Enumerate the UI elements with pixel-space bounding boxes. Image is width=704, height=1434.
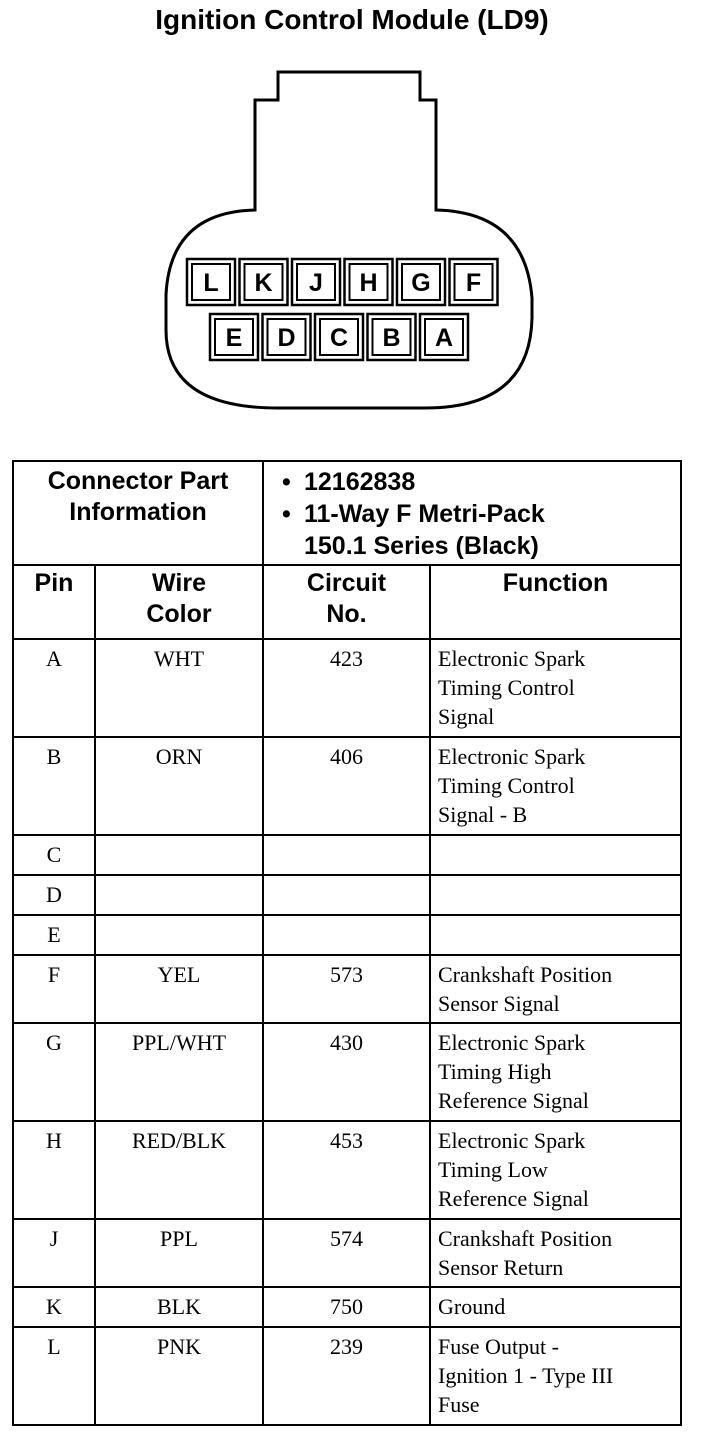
function-line: Timing Control	[438, 773, 575, 798]
pin-cell: H	[13, 1121, 95, 1219]
column-header-row	[13, 565, 681, 639]
part-description: 11-Way F Metri-Pack	[304, 500, 545, 528]
function-line: Electronic Spark	[438, 1128, 586, 1153]
wire-color-cell: ORN	[95, 737, 263, 835]
function-line: Timing High	[438, 1059, 552, 1084]
function-cell	[430, 1219, 681, 1287]
pin-label-l: L	[203, 269, 219, 297]
circuit-cell: 574	[263, 1219, 430, 1287]
pin-label-h: H	[359, 269, 378, 297]
wire-color-cell: WHT	[95, 639, 263, 737]
page-title: Ignition Control Module (LD9)	[155, 4, 549, 35]
part-number: 12162838	[304, 468, 416, 496]
table-row	[13, 639, 681, 737]
function-cell	[430, 737, 681, 835]
pin-label-e: E	[225, 324, 243, 352]
wire-color-cell: PPL	[95, 1219, 263, 1287]
pin-cell: G	[13, 1023, 95, 1121]
function-line: Crankshaft Position	[438, 962, 613, 987]
col-header-function: Function	[430, 565, 681, 639]
part-series: 150.1 Series (Black)	[304, 532, 539, 560]
connector-bottom-row	[210, 314, 468, 360]
function-line: Fuse	[438, 1392, 480, 1417]
pin-cell: C	[13, 835, 95, 875]
col-header-pin: Pin	[13, 565, 95, 639]
function-line: Sensor Return	[438, 1255, 564, 1280]
pin-cell: F	[13, 955, 95, 1023]
function-line: Timing Low	[438, 1157, 548, 1182]
function-line: Electronic Spark	[438, 646, 586, 671]
pin-label-f: F	[465, 269, 482, 297]
circuit-cell: 750	[263, 1287, 430, 1327]
function-line: Electronic Spark	[438, 744, 586, 769]
table-row	[13, 915, 681, 955]
pin-cell: K	[13, 1287, 95, 1327]
function-line: Reference Signal	[438, 1186, 589, 1211]
table-row	[13, 1023, 681, 1121]
function-cell	[430, 1023, 681, 1121]
table-row	[13, 1327, 681, 1425]
wire-color-cell: PNK	[95, 1327, 263, 1425]
pin-label-k: K	[254, 269, 273, 297]
table-row	[13, 1219, 681, 1287]
function-cell	[430, 1287, 681, 1327]
pin-cell: D	[13, 875, 95, 915]
pin-cell: A	[13, 639, 95, 737]
function-line: Signal - B	[438, 802, 528, 827]
wire-color-cell	[95, 875, 263, 915]
pin-label-b: B	[382, 324, 401, 352]
circuit-cell: 573	[263, 955, 430, 1023]
part-info-row	[13, 461, 681, 565]
part-info-values: • 12162838 • 11-Way F Metri-Pack 150.1 Series (Black)	[263, 461, 681, 565]
circuit-cell	[263, 915, 430, 955]
function-cell	[430, 875, 681, 915]
circuit-cell	[263, 875, 430, 915]
connector-diagram	[0, 0, 704, 440]
function-cell	[430, 955, 681, 1023]
function-line: Signal	[438, 704, 495, 729]
function-cell	[430, 835, 681, 875]
table-row	[13, 875, 681, 915]
connector-pin-table	[12, 460, 682, 1426]
connector-outline	[166, 72, 532, 408]
function-cell	[430, 915, 681, 955]
part-info-label: Connector Part Information	[13, 461, 263, 565]
pin-cell: E	[13, 915, 95, 955]
table-row	[13, 955, 681, 1023]
table-row	[13, 1121, 681, 1219]
col-header-circuit: Circuit No.	[263, 565, 430, 639]
function-cell	[430, 639, 681, 737]
pin-cell: B	[13, 737, 95, 835]
pin-cell: J	[13, 1219, 95, 1287]
pin-label-j: J	[309, 269, 323, 297]
pin-label-d: D	[277, 324, 296, 352]
pin-label-g: G	[411, 269, 431, 297]
function-cell	[430, 1327, 681, 1425]
connector-top-row	[187, 259, 498, 305]
function-line: Crankshaft Position	[438, 1226, 613, 1251]
wire-color-cell: PPL/WHT	[95, 1023, 263, 1121]
wire-color-cell: YEL	[95, 955, 263, 1023]
pin-label-a: A	[434, 324, 454, 352]
function-line: Electronic Spark	[438, 1030, 586, 1055]
pin-cell: L	[13, 1327, 95, 1425]
circuit-cell: 453	[263, 1121, 430, 1219]
table-row	[13, 737, 681, 835]
col-header-wire-color: Wire Color	[95, 565, 263, 639]
circuit-cell: 239	[263, 1327, 430, 1425]
circuit-cell: 423	[263, 639, 430, 737]
table-row	[13, 1287, 681, 1327]
function-line: Ignition 1 - Type III	[438, 1363, 614, 1388]
function-line: Fuse Output -	[438, 1334, 559, 1359]
wire-color-cell	[95, 915, 263, 955]
wire-color-cell	[95, 835, 263, 875]
function-line: Ground	[438, 1294, 506, 1319]
circuit-cell: 406	[263, 737, 430, 835]
circuit-cell: 430	[263, 1023, 430, 1121]
pin-label-c: C	[329, 324, 349, 352]
wire-color-cell: BLK	[95, 1287, 263, 1327]
wire-color-cell: RED/BLK	[95, 1121, 263, 1219]
function-line: Timing Control	[438, 675, 575, 700]
function-line: Sensor Signal	[438, 991, 560, 1016]
table-row	[13, 835, 681, 875]
circuit-cell	[263, 835, 430, 875]
function-line: Reference Signal	[438, 1088, 589, 1113]
function-cell	[430, 1121, 681, 1219]
